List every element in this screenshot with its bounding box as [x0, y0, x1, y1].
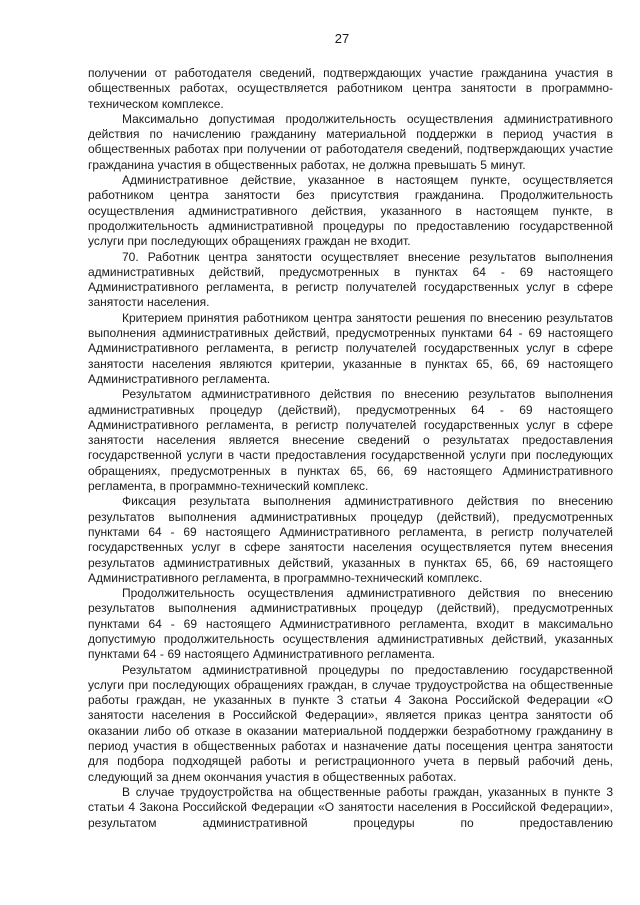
paragraph-continuation: получении от работодателя сведений, подтверждающих участие гражданина участия в общественных работах, осуществляется работником центра занятости в программно-техническом комплексе.	[88, 66, 613, 111]
paragraph-employment-case: В случае трудоустройства на общественные работы граждан, указанных в пункте 3 статьи 4 Закона Российской Федерации «О занятости населения в Российской Федерации», результатом административной процедуры по предоставлению	[88, 784, 613, 830]
paragraph-action-result: Результатом административного действия по внесению результатов выполнения административных процедур (действий), предусмотренных 64 - 69 настоящего Административного регламента, в регистр получателей государственных услуг в сфере занятости населения является внесение сведений о результатах предоставления государственной услуги в части предоставления государственной услуги при последующих обращениях, предусмотренных в пунктах 65, 66, 69 настоящего Административного регламента, в программно-технический комплекс.	[88, 387, 613, 494]
document-body	[88, 66, 613, 831]
page-number: 27	[334, 31, 350, 46]
paragraph-action-duration: Продолжительность осуществления административного действия по внесению результатов выполнения административных процедур (действий), предусмотренных пунктами 64 - 69 настоящего Административного регламента, входит в максимально допустимую продолжительность осуществления административных действий, указанных пунктами 64 - 69 настоящего Административного регламента.	[88, 586, 613, 662]
paragraph-action-without-citizen: Административное действие, указанное в настоящем пункте, осуществляется работником центра занятости без присутствия гражданина. Продолжительность осуществления административного действия, указанного в настоящем пункте, в продолжительность административной процедуры по предоставлению государственной услуги при последующих обращениях граждан не входит.	[88, 173, 613, 249]
paragraph-max-duration: Максимально допустимая продолжительность осуществления административного действия по начислению гражданину материальной поддержки в период участия в общественных работах при получении от работодателя сведений, подтверждающих участие гражданина участия в общественных работах, не должна превышать 5 минут.	[88, 111, 613, 172]
paragraph-procedure-result: Результатом административной процедуры по предоставлению государственной услуги при последующих обращениях граждан, в случае трудоустройства на общественные работы граждан, не указанных в пункте 3 статьи 4 Закона Российской Федерации «О занятости населения в Российской Федерации», является приказ центра занятости об оказании либо об отказе в оказании материальной поддержки безработному гражданину в период участия в общественных работах и назначение даты посещения центра занятости для подбора подходящей работы и регистрационного учета в первый рабочий день, следующий за днем окончания участия в общественных работах.	[88, 662, 613, 784]
paragraph-decision-criteria: Критерием принятия работником центра занятости решения по внесению результатов выполнения административных действий, предусмотренных пунктами 64 - 69 настоящего Административного регламента, в регистр получателей государственных услуг в сфере занятости населения являются критерии, указанные в пунктах 65, 66, 69 настоящего Административного регламента.	[88, 310, 613, 386]
paragraph-result-fixation: Фиксация результата выполнения административного действия по внесению результатов выполнения административных процедур (действий), предусмотренных пунктами 64 - 69 настоящего Административного регламента, в регистр получателей государственных услуг в сфере занятости населения осуществляется путем внесения результатов административных действий, указанных в пунктах 65, 66, 69 настоящего Административного регламента, в программно-технический комплекс.	[88, 494, 613, 585]
paragraph-item-70: 70. Работник центра занятости осуществляет внесение результатов выполнения административных действий, предусмотренных в пунктах 64 - 69 настоящего Административного регламента, в регистр получателей государственных услуг в сфере занятости населения.	[88, 249, 613, 310]
